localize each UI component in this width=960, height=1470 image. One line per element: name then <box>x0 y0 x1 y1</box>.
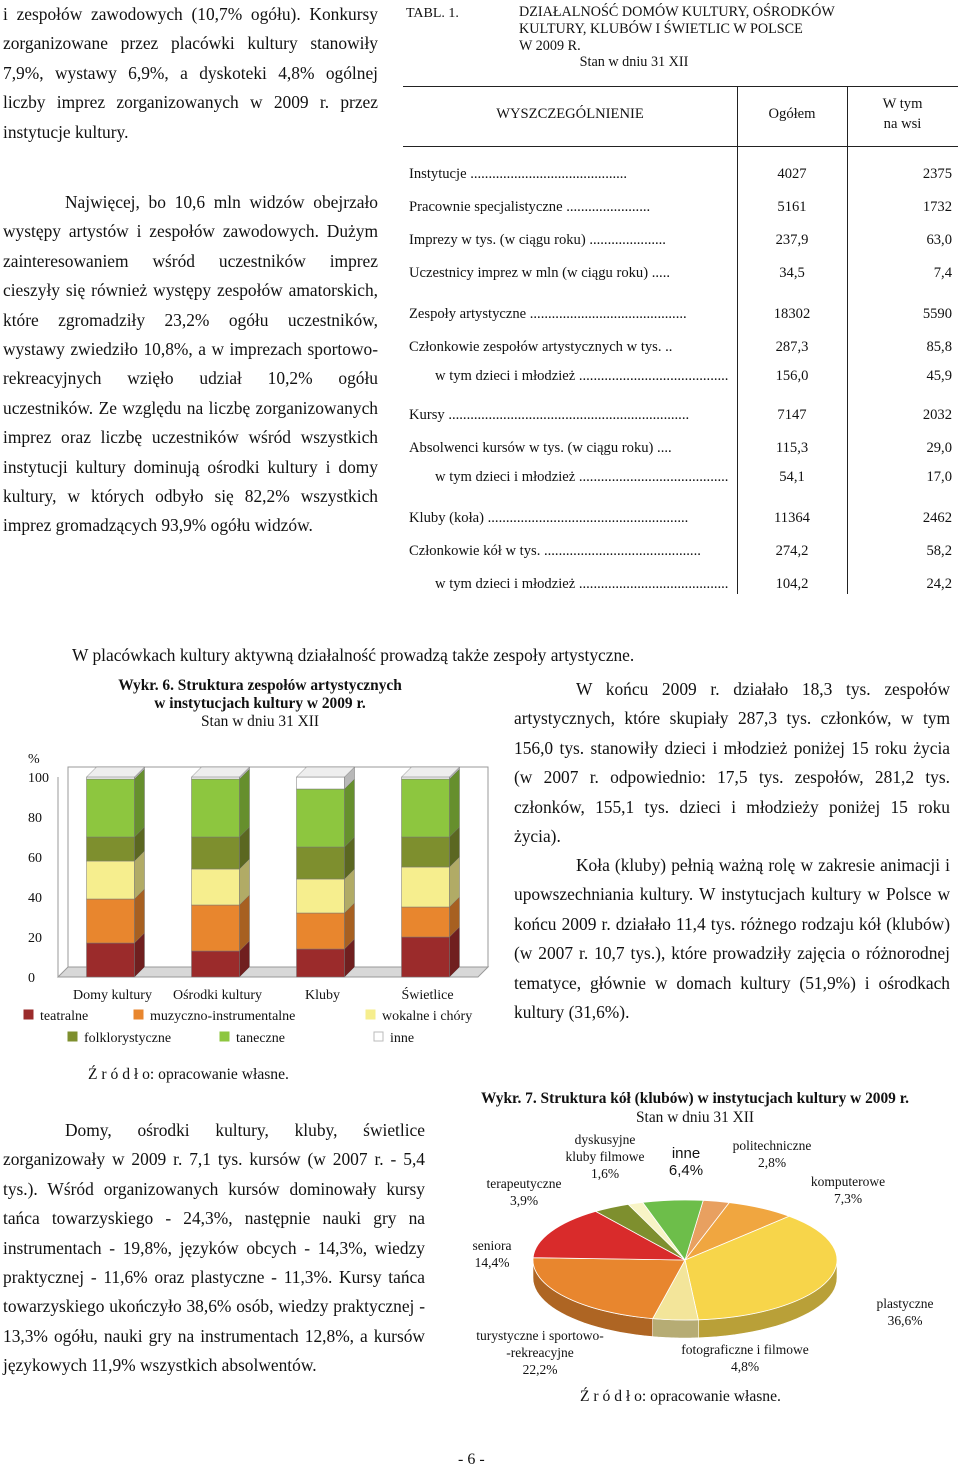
chart6-category-label: Kluby <box>305 988 340 1003</box>
chart6-bar-top <box>297 767 355 777</box>
chart7-slice-label: 22,2% <box>522 1362 558 1377</box>
chart7-slice-label: 36,6% <box>887 1313 923 1328</box>
table-row <box>403 339 958 361</box>
chart6-bar-top <box>402 767 460 777</box>
table-row-label: Kluby (koła) ....................................................... <box>409 510 689 526</box>
chart6-category-label: Domy kultury <box>73 988 152 1003</box>
chart7-slice-label: 6,4% <box>668 1162 704 1179</box>
table-cell-rural: 1732 <box>922 199 952 215</box>
table-row-label: Członkowie kół w tys. ........................................... <box>409 543 701 559</box>
chart7-title <box>440 1089 950 1127</box>
col-header-rural <box>847 94 958 134</box>
table-row <box>403 265 958 287</box>
chart6-bar-segment <box>87 861 135 899</box>
chart6-bar-segment-side <box>450 769 460 837</box>
chart7-slice-label: 7,3% <box>833 1191 863 1206</box>
table-cell-total: 5161 <box>777 199 807 215</box>
table-cell-rural: 17,0 <box>926 469 952 485</box>
table-cell-rural: 45,9 <box>926 368 952 384</box>
chart6-y-tick-label: 80 <box>28 811 42 826</box>
chart6-bar-segment <box>297 777 345 789</box>
table-cell-rural: 58,2 <box>926 543 952 559</box>
chart6-bar-segment <box>297 847 345 879</box>
chart6-y-tick-label: 100 <box>28 771 49 786</box>
table-cell-rural: 7,4 <box>933 265 952 281</box>
chart6-bar-segment <box>402 837 450 867</box>
chart6-legend-label: inne <box>390 1031 415 1046</box>
chart6-bar-segment <box>297 879 345 913</box>
chart7-slice-label: 1,6% <box>590 1166 620 1181</box>
chart6-bar-segment <box>192 905 240 951</box>
table-row-label: Członkowie zespołów artystycznych w tys. .. <box>409 339 673 355</box>
chart6-y-tick-label: 40 <box>28 891 42 906</box>
chart6-bar-segment <box>402 937 450 977</box>
table-title-line-2: KULTURY, KLUBÓW I ŚWIETLIC W POLSCE <box>519 20 803 37</box>
table-cell-total: 156,0 <box>775 368 809 384</box>
table-cell-rural: 2032 <box>922 407 952 423</box>
chart7-slice-label: -rekreacyjne <box>506 1345 574 1360</box>
chart7-slice-label: kluby filmowe <box>565 1149 645 1164</box>
chart6-bar-segment <box>297 789 345 847</box>
table-row-label: Imprezy w tys. (w ciągu roku) ..................... <box>409 232 666 248</box>
chart6-title-2: w instytucjach kultury w 2009 r. <box>154 695 366 712</box>
chart6-legend-label: muzyczno-instrumentalne <box>150 1009 296 1024</box>
table-row-label: w tym dzieci i młodzież ......................................... <box>435 469 729 485</box>
chart6-category-label: Świetlice <box>401 988 454 1003</box>
chart7-slice-label: turystyczne i sportowo- <box>476 1328 604 1343</box>
table-row <box>403 199 958 221</box>
table-cell-total: 115,3 <box>775 440 809 456</box>
chart6-bar-segment <box>192 779 240 837</box>
table-title-line-3: W 2009 R. <box>519 37 581 54</box>
chart7-slice-label: terapeutyczne <box>486 1176 562 1191</box>
chart7-pie <box>440 1128 955 1383</box>
paragraph-courses-text: Domy, ośrodki kultury, kluby, świetlice zorganizowały w 2009 r. 7,1 tys. kursów (w 2007 r. - 5,4 tys.). Wśród organizowanych kursów dominowały kursy tańca towarzyskiego - 24,3%, następnie nauki gry na instrumentach - 19,8%, języków obcych - 14,3%, wiedzy praktycznej - 11,6% oraz plastyczne - 11,3%. Kursy tańca towarzyskiego ukończyło 38,6% osób, wiedzy praktycznej - 13,3% ogółu, nauki gry na instrumentach 12,8%, a kursów językowych 11,9% wszystkich absolwentów. <box>3 1120 425 1376</box>
table-title <box>519 4 949 71</box>
chart6-bar-segment <box>87 837 135 861</box>
chart6-bar-segment <box>87 777 135 779</box>
chart6-title <box>60 677 460 731</box>
chart6-subtitle: Stan w dniu 31 XII <box>201 713 319 730</box>
chart6-bar-top <box>87 767 145 777</box>
table-cell-rural: 85,8 <box>926 339 952 355</box>
table-row <box>403 543 958 565</box>
chart6-y-tick-label: 20 <box>28 931 42 946</box>
chart6-bar-segment <box>87 899 135 943</box>
chart6-bar-segment-side <box>135 769 145 837</box>
chart7-slice-label: komputerowe <box>810 1174 886 1189</box>
chart7-slice-label: politechniczne <box>732 1138 812 1153</box>
chart7-slice-label: fotograficzne i filmowe <box>681 1342 809 1357</box>
chart7-title-text: Wykr. 7. Struktura kół (klubów) w instytucjach kultury w 2009 r. <box>480 1090 909 1107</box>
col-header-total: Ogółem <box>768 106 816 122</box>
chart6-bar-segment <box>402 867 450 907</box>
paragraph-clubs-text: Koła (kluby) pełnią ważną rolę w zakresie animacji i upowszechniania kultury. W instytucjach kultury w Polsce w końcu 2009 r. działało 11,4 tys. różnego rodzaju kół (klubów) (w 2007 r. 10,7 tys.), które prowadziły zajęcia o różnorodnej tematyce, głównie w domach kultury (51,9%) i ośrodkach kultury (31,6%). <box>514 855 950 1023</box>
table-subtitle: Stan w dniu 31 XII <box>579 54 689 71</box>
table-rule-top <box>403 86 958 87</box>
chart6-legend-label: taneczne <box>236 1031 285 1046</box>
table-cell-total: 34,5 <box>779 265 805 281</box>
table-cell-rural: 2462 <box>922 510 952 526</box>
chart6-bar-top <box>192 767 250 777</box>
table-row <box>403 440 958 462</box>
chart6-bar-segment <box>402 777 450 779</box>
chart7-slice-label: dyskusyjne <box>574 1132 636 1147</box>
chart6-y-axis-label: % <box>28 752 40 767</box>
chart6-bar-segment-side <box>240 769 250 837</box>
chart6-bar-segment <box>297 913 345 949</box>
table-row-label: Absolwenci kursów w tys. (w ciągu roku) .... <box>409 440 672 456</box>
chart6-stacked-bar <box>0 735 500 1060</box>
chart6-legend-swatch <box>366 1010 375 1019</box>
col-header-rural-1: W tym <box>882 96 923 112</box>
chart7-slice-label: plastyczne <box>876 1296 934 1311</box>
chart7-slice-label: inne <box>671 1145 701 1162</box>
chart6-legend-swatch <box>220 1032 229 1041</box>
chart6-legend-swatch <box>68 1032 77 1041</box>
chart7-slice-side <box>653 1319 699 1338</box>
chart6-bar-segment <box>297 949 345 977</box>
chart7-slice-label: 14,4% <box>474 1255 510 1270</box>
chart7-slice-label: seniora <box>472 1238 512 1253</box>
intro-line: W placówkach kultury aktywną działalność prowadzą także zespoły artystyczne. <box>72 645 635 665</box>
chart7-slice-label: 2,8% <box>757 1155 787 1170</box>
paragraph-courses <box>3 1116 425 1381</box>
paragraph-ensembles <box>514 675 950 851</box>
chart6-legend-label: folklorystyczne <box>84 1031 172 1046</box>
paragraph-ensembles-text: W końcu 2009 r. działało 18,3 tys. zespołów artystycznych, które skupiały 287,3 tys. członków, w tym 156,0 tys. stanowiły dzieci i młodzież poniżej 15 roku życia (w 2007 r. odpowiednio: 17,5 tys. zespołów, 281,2 tys. członków, 155,1 tys. dzieci i młodzieży poniżej 15 roku życia). <box>514 679 950 847</box>
chart7-slice-label: 4,8% <box>730 1359 760 1374</box>
chart7-subtitle: Stan w dniu 31 XII <box>636 1109 754 1126</box>
table-cell-total: 4027 <box>777 166 807 182</box>
table-cell-total: 54,1 <box>779 469 805 485</box>
paragraph-clubs <box>514 851 950 1027</box>
table-row-label: Kursy .................................................................. <box>409 407 690 423</box>
chart6-bar-segment <box>87 943 135 977</box>
chart6-legend-label: wokalne i chóry <box>382 1009 473 1024</box>
chart6-title-1: Wykr. 6. Struktura zespołów artystycznych <box>118 677 402 694</box>
table-row <box>403 576 958 598</box>
table-row-label: Pracownie specjalistyczne ....................... <box>409 199 651 215</box>
chart6-bar-segment <box>87 779 135 837</box>
table-cell-total: 18302 <box>773 306 811 322</box>
chart6-y-tick-label: 0 <box>28 971 35 986</box>
table-cell-total: 7147 <box>777 407 807 423</box>
chart7-source: Ź r ó d ł o: opracowanie własne. <box>580 1388 781 1405</box>
chart6-bar-segment <box>192 869 240 905</box>
table-cell-rural: 2375 <box>922 166 952 182</box>
chart6-category-label: Ośrodki kultury <box>172 988 263 1003</box>
table-title-line-1: DZIAŁALNOŚĆ DOMÓW KULTURY, OŚRODKÓW <box>519 4 835 20</box>
col-header-spec: WYSZCZEGÓLNIENIE <box>496 106 644 122</box>
paragraph-events: i zespołów zawodowych (10,7% ogółu). Konkursy zorganizowane przez placówki kultury stanowiły 7,9%, wystawy 6,9%, a dyskoteki 4,8% ogólnej liczby imprez zorganizowanych w 2009 r. przez instytucje kultury. <box>3 4 378 142</box>
chart6-bar-segment <box>192 777 240 779</box>
chart7-slice-label: 3,9% <box>509 1193 539 1208</box>
table-cell-total: 287,3 <box>775 339 809 355</box>
table-row-label: w tym dzieci i młodzież ......................................... <box>435 576 729 592</box>
table-cell-rural: 5590 <box>922 306 952 322</box>
paragraph-audience <box>3 188 378 541</box>
table-row <box>403 306 958 328</box>
table-row-label: Instytucje ........................................... <box>409 166 628 182</box>
chart6-y-tick-label: 60 <box>28 851 42 866</box>
paragraph-audience-text: Najwięcej, bo 10,6 mln widzów obejrzało występy artystów i zespołów zawodowych. Dużym zainteresowaniem wśród uczestników imprez cieszyły się również występy zespołów amatorskich, które zgromadziły 23,2% ogółu uczestników, wystawy zwiedziło 10,8%, a w imprezach sportowo-rekreacyjnych wzięło udział 10,2% ogółu uczestników. Ze względu na liczbę zorganizowanych imprez oraz liczbę uczestników wśród wszystkich instytucji kultury dominują ośrodki kultury i domy kultury, w których odbyło się 82,2% wszystkich imprez gromadzących 93,9% ogółu widzów. <box>3 192 378 536</box>
table-cell-rural: 24,2 <box>926 576 952 592</box>
chart6-source: Ź r ó d ł o: opracowanie własne. <box>88 1066 289 1083</box>
table-row <box>403 510 958 532</box>
table-row <box>403 368 958 390</box>
table-cell-rural: 63,0 <box>926 232 952 248</box>
table-row-label: w tym dzieci i młodzież ......................................... <box>435 368 729 384</box>
table-row <box>403 407 958 429</box>
col-header-rural-2: na wsi <box>883 116 922 132</box>
table-row <box>403 232 958 254</box>
table-cell-total: 11364 <box>774 510 810 526</box>
table-row <box>403 469 958 491</box>
chart6-bar-segment <box>402 779 450 837</box>
chart6-bar-segment <box>192 837 240 869</box>
chart6-legend-swatch <box>24 1010 33 1019</box>
table-rule-header <box>403 146 958 147</box>
table-row-label: Uczestnicy imprez w mln (w ciągu roku) ..... <box>409 265 670 281</box>
chart6-bar-segment-side <box>345 779 355 847</box>
table-cell-total: 274,2 <box>775 543 809 559</box>
chart6-bar-segment <box>402 907 450 937</box>
chart6-bar-segment <box>192 951 240 977</box>
table-cell-total: 237,9 <box>775 232 809 248</box>
table-number: TABL. 1. <box>406 6 459 21</box>
table-row <box>403 166 958 188</box>
table-cell-rural: 29,0 <box>926 440 952 456</box>
table-cell-total: 104,2 <box>775 576 809 592</box>
table-row-label: Zespoły artystyczne ........................................... <box>409 306 687 322</box>
chart6-legend-label: teatralne <box>40 1009 89 1024</box>
chart6-legend-swatch <box>134 1010 143 1019</box>
chart6-legend-swatch <box>374 1032 383 1041</box>
page-number: - 6 - <box>458 1451 485 1468</box>
